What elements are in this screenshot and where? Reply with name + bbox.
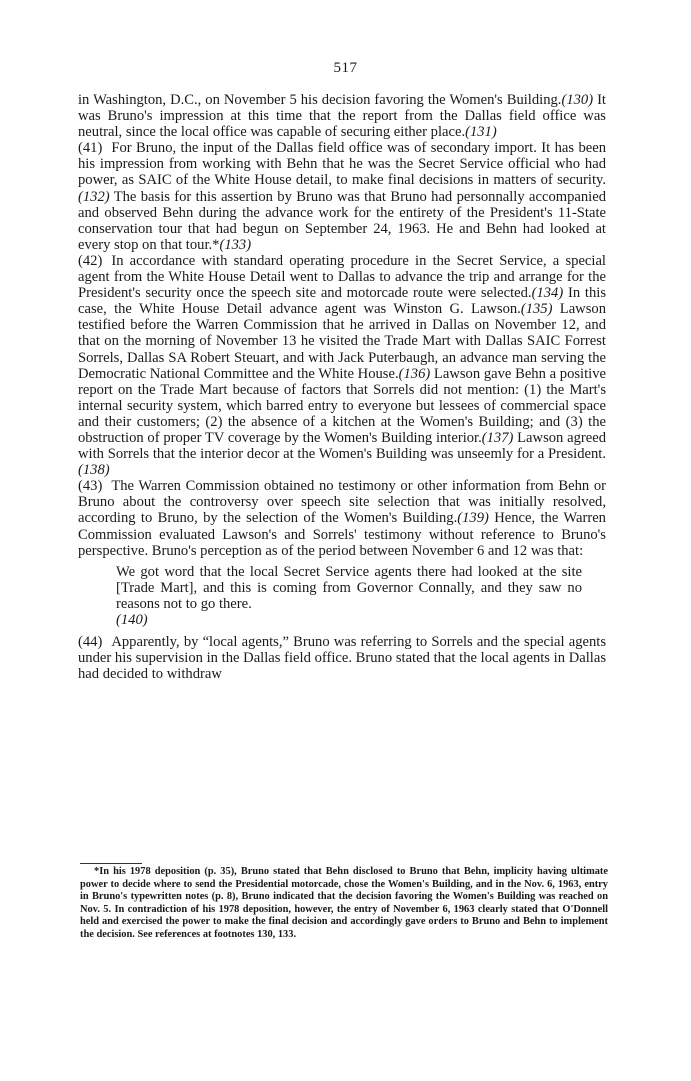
citation: (140) xyxy=(116,612,148,628)
paragraph-text: The Warren Commission obtained no testimony or other information from Behn or Bruno about the controversy over speech site selection that was initially resolved, according to Bruno, by the selection of the Women's Building. xyxy=(78,478,606,527)
citation: (132) xyxy=(78,188,110,205)
paragraph-text: The basis for this assertion by Bruno was that Bruno had personnally accompanied and observed Behn during the advance work for the entirety of the President's 11-State conservation tour that had begun on September 24, 1963. He and Behn had looked at every stop on that tour.* xyxy=(78,188,606,253)
paragraph-number: (44) xyxy=(78,634,103,651)
paragraph-number: (43) xyxy=(78,478,103,495)
paragraph-text: Lawson agreed with Sorrels that the interior decor at the Women's Building was unseemly for a President. xyxy=(78,429,606,463)
citation: (133) xyxy=(219,236,252,253)
footnote: *In his 1978 deposition (p. 35), Bruno stated that Behn disclosed to Bruno that Behn, implicity having ultimate power to decide where to send the Presidential motorcade, chose the Women's Building, and in the Nov. 6, 1963, entry in Bruno's typewritten notes (p. 8), Bruno indicated that the decision favoring the Women's Building was reached on Nov. 5. In contradiction of his 1978 deposition, however, the entry of November 6, 1963 clearly stated that O'Donnell held and exercised the power to make the final decision and accordingly gave orders to Bruno and Behn to implement the decision. See references at footnotes 130, 133. xyxy=(80,866,608,940)
citation: (135) xyxy=(520,301,553,318)
paragraph-text: Lawson testified before the Warren Commission that he arrived in Dallas on November 12, and that on the morning of November 13 he visited the Trade Mart with Dallas SAIC Forrest Sorrels, Dallas SA Robert Steuart, and with Jack Puterbaugh, an advance man serving the Democratic National Committee and the White House. xyxy=(78,301,606,382)
paragraph-42 xyxy=(78,253,606,478)
citation: (137) xyxy=(481,429,514,446)
paragraph-text: Hence, the Warren Commission evaluated Lawson's and Sorrels' testimony without reference to Bruno's perspective. Bruno's perception as of the period between November 6 and 12 was that: xyxy=(78,510,606,559)
paragraph-text: It was Bruno's impression at this time that the report from the Dallas field office was neutral, since the local office was capable of securing either place. xyxy=(78,92,606,141)
paragraph-text: For Bruno, the input of the Dallas field office was of secondary import. It has been his impression from working with Behn that he was the Secret Service official who had power, as SAIC of the White House detail, to make final decisions in matters of security. xyxy=(78,140,606,189)
page-number: 517 xyxy=(333,60,358,76)
paragraph-number: (41) xyxy=(78,140,103,157)
paragraph-text: in Washington, D.C., on November 5 his decision favoring the Women's Building. xyxy=(78,92,562,108)
paragraph-continuation xyxy=(78,92,606,140)
paragraph-41 xyxy=(78,140,606,253)
paragraph-43 xyxy=(78,478,606,558)
paragraph-text: Apparently, by “local agents,” Bruno was referring to Sorrels and the special agents under his supervision in the Dallas field office. Bruno stated that the local agents in Dallas had decided to withdraw xyxy=(78,634,606,683)
quote-text: We got word that the local Secret Service agents there had looked at the site [Trade Mart], and this is coming from Governor Connally, and they saw no reasons not to go there. xyxy=(116,563,582,612)
body-text xyxy=(78,92,606,682)
paragraph-text: Lawson gave Behn a positive report on the Trade Mart because of factors that Sorrels did not mention: (1) the Mart's internal security system, which barred entry to everyone but lessees of commercial space and their customers; (2) the absence of a kitchen at the Women's Building; and (3) the obstruction of proper TV coverage by the Women's Building interior. xyxy=(78,365,606,446)
block-quote xyxy=(78,564,606,628)
citation: (136) xyxy=(398,365,431,382)
citation: (130) xyxy=(561,92,594,108)
paragraph-text: In accordance with standard operating procedure in the Secret Service, a special agent from the White House Detail went to Dallas to advance the trip and arrange for the President's security once the speech site and motorcade route were selected. xyxy=(78,252,606,302)
footnote-divider xyxy=(80,863,142,864)
citation: (139) xyxy=(457,510,489,527)
paragraph-text: In this case, the White House Detail advance agent was Winston G. Lawson. xyxy=(78,285,606,318)
paragraph-number: (42) xyxy=(78,252,103,269)
paragraph-44 xyxy=(78,634,606,682)
citation: (131) xyxy=(465,124,497,141)
citation: (138) xyxy=(78,462,110,479)
citation: (134) xyxy=(531,285,564,302)
